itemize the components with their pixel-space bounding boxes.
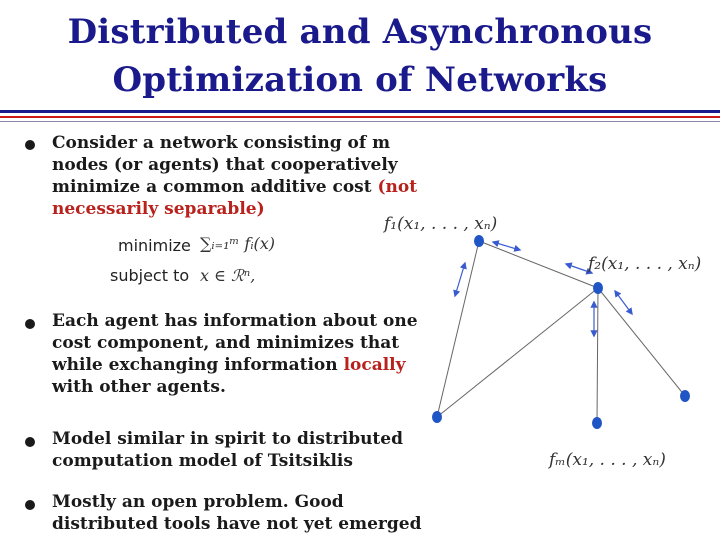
edge-n2-n3 [437, 288, 598, 417]
node-4 [592, 417, 602, 429]
edge-n2-n4 [597, 288, 598, 423]
bullet-2-line-1: Each agent has information about one [52, 311, 418, 331]
label-f1: f₁(x₁, . . . , xₙ) [384, 214, 498, 234]
bullet-1-red-text: (not [377, 177, 418, 197]
edge-n2-n5 [598, 288, 685, 396]
label-f2: f₂(x₁, . . . , xₙ) [588, 254, 702, 274]
bullet-1-line-3-text: minimize a common additive cost [52, 177, 378, 197]
bullet-2-line-2: cost component, and minimizes that [52, 333, 400, 353]
node-2 [593, 282, 603, 294]
bullet-1-line-4: necessarily separable) [52, 199, 265, 219]
bullet-1-line-1: Consider a network consisting of m [52, 133, 391, 153]
constraint-expression: x ∈ ℛⁿ, [200, 266, 256, 285]
title-line-1: Distributed and Asynchronous [67, 12, 653, 52]
subject-to-label: subject to [110, 266, 190, 285]
bullet-1-line-2: nodes (or agents) that cooperatively [52, 155, 398, 175]
double-arrow-icon [493, 242, 520, 250]
bullet-4-line-2: distributed tools have not yet emerged [52, 514, 422, 534]
node-5 [680, 390, 690, 402]
double-arrow-icon [455, 263, 465, 296]
node-1 [474, 235, 484, 247]
node-3 [432, 411, 442, 423]
bullet-3-line-2: computation model of Tsitsiklis [52, 451, 353, 471]
bullet-4-line-1: Mostly an open problem. Good [52, 492, 344, 512]
bullet-2-red-word: locally [343, 355, 406, 375]
edge-n1-n3 [437, 241, 479, 417]
bullet-2-line-3-text: while exchanging information [52, 355, 344, 375]
double-arrow-icon [615, 291, 632, 314]
objective-expression: ∑ᵢ₌₁ᵐ fᵢ(x) [200, 234, 276, 253]
label-fm: fₘ(x₁, . . . , xₙ) [549, 450, 666, 470]
minimize-label: minimize [118, 236, 191, 255]
bullet-3-line-1: Model similar in spirit to distributed [52, 429, 403, 449]
bullet-2-line-4: with other agents. [52, 377, 226, 397]
edge-n1-n2 [479, 241, 598, 288]
title-line-2: Optimization of Networks [112, 60, 608, 100]
